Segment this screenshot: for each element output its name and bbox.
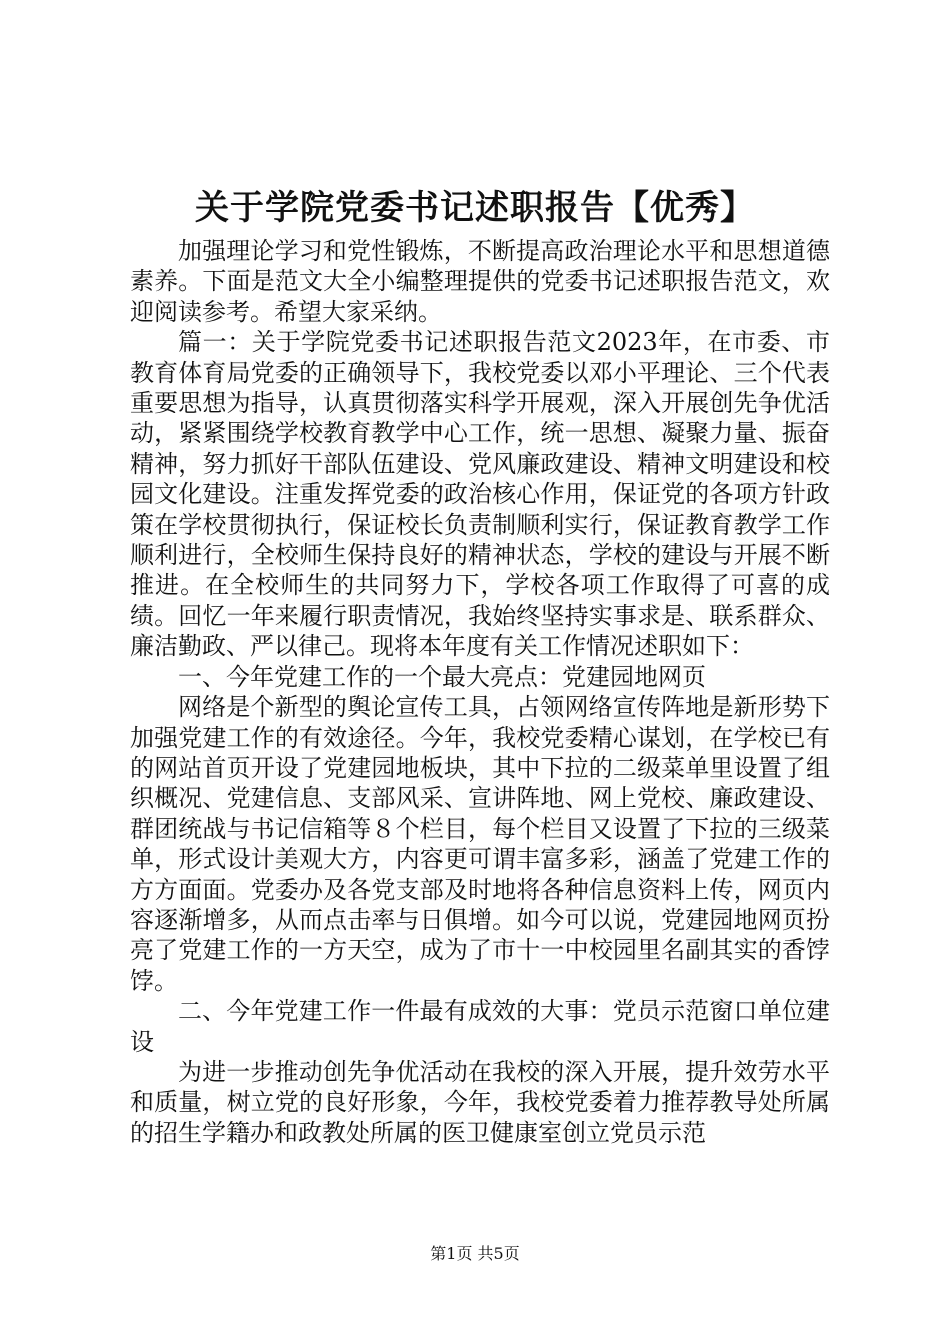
- paragraph-intro: 加强理论学习和党性锻炼，不断提高政治理论水平和思想道德素养。下面是范文大全小编整理提供的党委书记述职报告范文，欢迎阅读参考。希望大家采纳。: [130, 237, 830, 326]
- page-footer: 第1页 共5页: [430, 1244, 520, 1263]
- document-title: 关于学院党委书记述职报告【优秀】: [195, 188, 755, 228]
- paragraph-part-one: 篇一：关于学院党委书记述职报告范文2023年，在市委、市教育体育局党委的正确领导下，我校党委以邓小平理论、三个代表重要思想为指导，认真贯彻落实科学开展观，深入开展创先争优活动，紧紧围绕学校教育教学中心工作，统一思想、凝聚力量、振奋精神，努力抓好干部队伍建设、党风廉政建设、精神文明建设和校园文化建设。注重发挥党委的政治核心作用，保证党的各项方针政策在学校贯彻执行，保证校长负责制顺利实行，保证教育教学工作顺利进行，全校师生保持良好的精神状态，学校的建设与开展不断推进。在全校师生的共同努力下，学校各项工作取得了可喜的成绩。回忆一年来履行职责情况，我始终坚持实事求是、联系群众、廉洁勤政、严以律己。现将本年度有关工作情况述职如下：: [130, 328, 830, 661]
- section-heading-one: 一、今年党建工作的一个最大亮点：党建园地网页: [178, 662, 706, 691]
- document-body: [130, 236, 830, 1148]
- section-heading-two: 二、今年党建工作一件最有成效的大事：党员示范窗口单位建设: [130, 997, 830, 1056]
- paragraph-network: 网络是个新型的舆论宣传工具，占领网络宣传阵地是新形势下加强党建工作的有效途径。今年，我校党委精心谋划，在学校已有的网站首页开设了党建园地板块，其中下拉的二级菜单里设置了组织概况、党建信息、支部风采、宣讲阵地、网上党校、廉政建设、群团统战与书记信箱等８个栏目，每个栏目又设置了下拉的三级菜单，形式设计美观大方，内容更可谓丰富多彩，涵盖了党建工作的方方面面。党委办及各党支部及时地将各种信息资料上传，网页内容逐渐增多，从而点击率与日俱增。如今可以说，党建园地网页扮亮了党建工作的一方天空，成为了市十一中校园里名副其实的香饽饽。: [130, 693, 830, 995]
- paragraph-demonstration: 为进一步推动创先争优活动在我校的深入开展，提升效劳水平和质量，树立党的良好形象，今年，我校党委着力推荐教导处所属的招生学籍办和政教处所属的医卫健康室创立党员示范: [130, 1057, 830, 1147]
